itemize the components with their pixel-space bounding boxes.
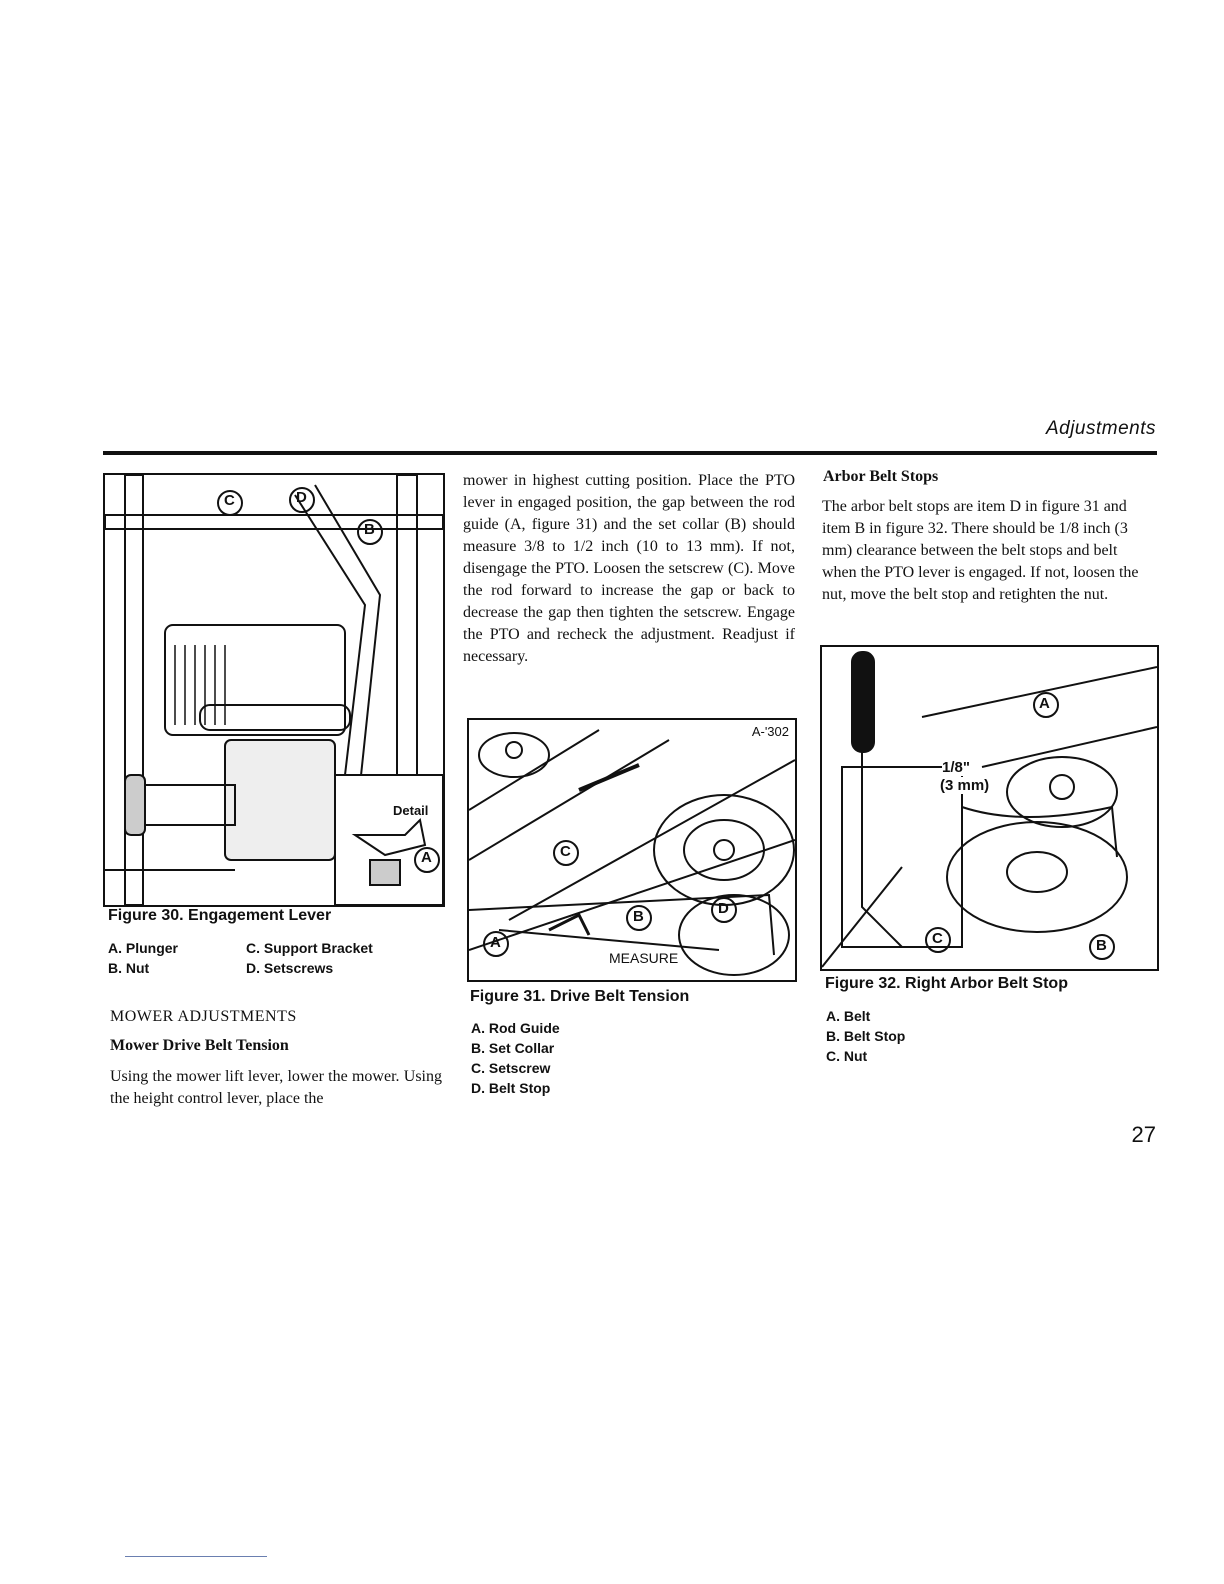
figure-30-illustration <box>103 473 445 907</box>
drive-belt-subheading: Mower Drive Belt Tension <box>110 1037 289 1054</box>
legend-key: C. <box>246 940 260 956</box>
legend-label: Belt <box>843 1008 871 1024</box>
section-header: Adjustments <box>1045 418 1156 439</box>
legend-key: A. <box>108 940 122 956</box>
legend-key: B. <box>826 1028 840 1044</box>
mower-adjustments-heading: MOWER ADJUSTMENTS <box>110 1008 297 1025</box>
arbor-belt-stops-paragraph: The arbor belt stops are item D in figure 31 and item B in figure 32. There should be 1/8 inch (3 mm) clearance between the belt stops and belt when the PTO lever is engaged. If not, loosen the nut, move the belt stop and retighten the nut. <box>822 498 1139 603</box>
callout-b: B <box>1096 937 1107 954</box>
legend-label: Nut <box>125 960 150 976</box>
figure-31-legend <box>471 1018 560 1098</box>
detail-label: Detail <box>393 803 429 818</box>
figure-32-illustration <box>820 645 1159 971</box>
figure-30-caption: Figure 30. Engagement Lever <box>108 907 332 924</box>
legend-key: C. <box>826 1048 840 1064</box>
callout-d: D <box>296 489 307 506</box>
legend-key: B. <box>108 960 122 976</box>
page-number: 27 <box>1131 1122 1156 1147</box>
callout-a: A <box>490 934 501 951</box>
drive-belt-paragraph-cont: mower in highest cutting position. Place the PTO lever in engaged position, the gap between the rod guide (A, figure 31) and the set collar (B) should measure 3/8 to 1/2 inch (10 to 13 mm). If not, disengage the PTO. Loosen the setscrew (C). Move the rod forward to increase the gap or back to decrease the gap then tighten the setscrew. Engage the PTO and recheck the adjustment. Readjust if necessary. <box>463 472 795 665</box>
callout-b: B <box>364 521 375 538</box>
figure-32-caption: Figure 32. Right Arbor Belt Stop <box>825 975 1068 992</box>
callout-d: D <box>718 900 729 917</box>
callout-a: A <box>1039 695 1050 712</box>
clearance-dimension-metric: (3 mm) <box>940 777 990 794</box>
legend-key: A. <box>826 1008 840 1024</box>
legend-label: Belt Stop <box>843 1028 906 1044</box>
drive-belt-paragraph-start: Using the mower lift lever, lower the mower. Using the height control lever, place the <box>110 1068 442 1107</box>
legend-label: Setscrews <box>263 960 334 976</box>
callout-b: B <box>633 908 644 925</box>
footer-line <box>125 1556 267 1557</box>
arbor-belt-stops-heading: Arbor Belt Stops <box>823 468 939 485</box>
legend-label: Setscrew <box>488 1060 551 1076</box>
measure-label: MEASURE <box>609 950 679 966</box>
callout-c: C <box>932 930 943 947</box>
legend-label: Belt Stop <box>488 1080 551 1096</box>
legend-label: Nut <box>843 1048 868 1064</box>
legend-label: Rod Guide <box>488 1020 560 1036</box>
header-rule <box>103 451 1157 455</box>
legend-key: C. <box>471 1060 485 1076</box>
callout-c: C <box>560 843 571 860</box>
figure-31-illustration <box>467 718 797 982</box>
figure-32-legend <box>826 1006 905 1066</box>
legend-key: A. <box>471 1020 485 1036</box>
legend-key: B. <box>471 1040 485 1056</box>
legend-label: Set Collar <box>488 1040 555 1056</box>
callout-a: A <box>421 849 432 866</box>
figure-code: A-'302 <box>751 724 789 739</box>
callout-c: C <box>224 492 235 509</box>
legend-label: Plunger <box>125 940 179 956</box>
clearance-dimension: 1/8" <box>942 759 970 776</box>
figure-31-caption: Figure 31. Drive Belt Tension <box>470 988 690 1005</box>
legend-key: D. <box>471 1080 485 1096</box>
legend-label: Support Bracket <box>263 940 373 956</box>
legend-key: D. <box>246 960 260 976</box>
